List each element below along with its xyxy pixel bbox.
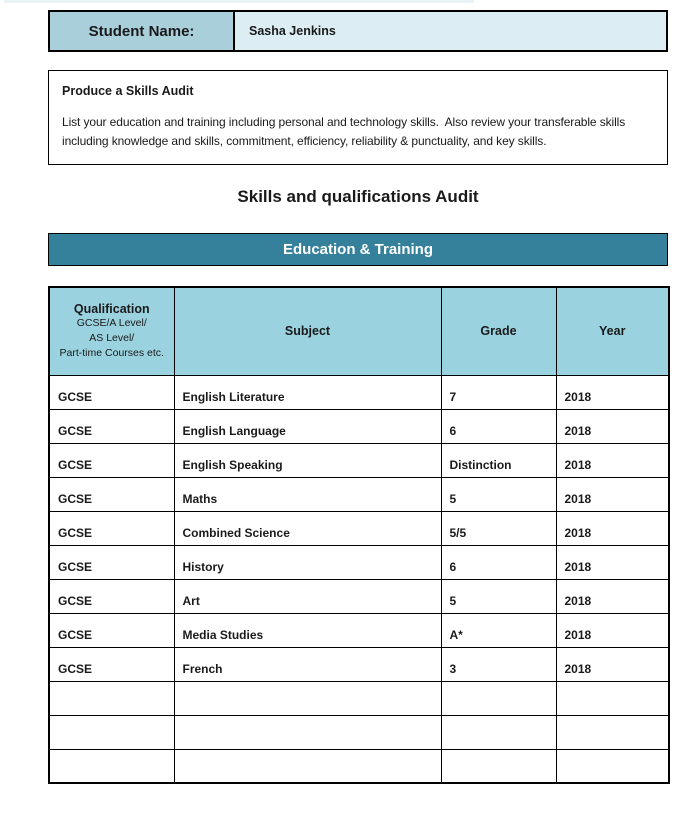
table-row — [49, 443, 669, 477]
qualification-header-title: Qualification — [73, 302, 150, 317]
year-column-header: Year — [556, 287, 669, 375]
subject-cell[interactable]: French — [174, 647, 441, 681]
grade-cell[interactable] — [441, 715, 556, 749]
grade-cell[interactable]: 5/5 — [441, 511, 556, 545]
grade-cell[interactable]: 7 — [441, 375, 556, 409]
grade-cell[interactable] — [441, 749, 556, 783]
qualification-cell[interactable]: GCSE — [49, 613, 174, 647]
qualification-cell[interactable]: GCSE — [49, 579, 174, 613]
year-cell[interactable]: 2018 — [556, 613, 669, 647]
subject-cell[interactable]: English Language — [174, 409, 441, 443]
grade-cell[interactable]: 3 — [441, 647, 556, 681]
subject-cell[interactable]: Media Studies — [174, 613, 441, 647]
year-cell[interactable] — [556, 681, 669, 715]
subject-cell[interactable]: Art — [174, 579, 441, 613]
qualification-cell[interactable]: GCSE — [49, 443, 174, 477]
student-name-box — [48, 10, 668, 52]
year-cell[interactable]: 2018 — [556, 375, 669, 409]
table-row — [49, 375, 669, 409]
year-cell[interactable]: 2018 — [556, 545, 669, 579]
table-row-empty — [49, 681, 669, 715]
instruction-box — [48, 70, 668, 165]
table-row — [49, 409, 669, 443]
year-cell[interactable]: 2018 — [556, 477, 669, 511]
year-cell[interactable] — [556, 749, 669, 783]
qualification-header-sub-3: Part-time Courses etc. — [59, 346, 164, 359]
grade-cell[interactable]: A* — [441, 613, 556, 647]
subject-cell[interactable]: Combined Science — [174, 511, 441, 545]
qualification-cell[interactable]: GCSE — [49, 511, 174, 545]
grade-cell[interactable]: 5 — [441, 579, 556, 613]
subject-cell[interactable]: English Speaking — [174, 443, 441, 477]
table-row — [49, 477, 669, 511]
section-banner-education-training: Education & Training — [48, 233, 668, 266]
table-row — [49, 545, 669, 579]
qualification-cell[interactable]: GCSE — [49, 647, 174, 681]
grade-cell[interactable]: 6 — [441, 409, 556, 443]
document-page — [48, 0, 668, 784]
qualification-cell[interactable]: GCSE — [49, 409, 174, 443]
subject-cell[interactable]: English Literature — [174, 375, 441, 409]
table-row-empty — [49, 749, 669, 783]
qualification-cell[interactable] — [49, 681, 174, 715]
table-header-row — [49, 287, 669, 375]
qualification-header-sub-1: GCSE/A Level/ — [76, 317, 147, 330]
student-name-label: Student Name: — [50, 12, 235, 50]
qualification-cell[interactable] — [49, 715, 174, 749]
student-name-value[interactable]: Sasha Jenkins — [235, 12, 666, 50]
table-row — [49, 579, 669, 613]
year-cell[interactable] — [556, 715, 669, 749]
grade-cell[interactable]: Distinction — [441, 443, 556, 477]
subject-column-header: Subject — [174, 287, 441, 375]
subject-cell[interactable] — [174, 715, 441, 749]
table-row-empty — [49, 715, 669, 749]
table-row — [49, 511, 669, 545]
year-cell[interactable]: 2018 — [556, 511, 669, 545]
grade-cell[interactable] — [441, 681, 556, 715]
year-cell[interactable]: 2018 — [556, 647, 669, 681]
qualification-cell[interactable]: GCSE — [49, 477, 174, 511]
year-cell[interactable]: 2018 — [556, 579, 669, 613]
qualification-cell[interactable]: GCSE — [49, 545, 174, 579]
qualification-cell[interactable]: GCSE — [49, 375, 174, 409]
grade-cell[interactable]: 5 — [441, 477, 556, 511]
subject-cell[interactable] — [174, 749, 441, 783]
subject-cell[interactable]: Maths — [174, 477, 441, 511]
instruction-heading: Produce a Skills Audit — [62, 84, 194, 98]
grade-cell[interactable]: 6 — [441, 545, 556, 579]
table-row — [49, 647, 669, 681]
qualification-header-sub-2: AS Level/ — [89, 332, 135, 345]
page-title: Skills and qualifications Audit — [237, 187, 479, 207]
instruction-body: List your education and training including personal and technology skills. Also review your transferable skills including knowledge and skills, commitment, efficiency, reliability & punctuality, and key skills. — [62, 115, 629, 148]
subject-cell[interactable] — [174, 681, 441, 715]
qualification-cell[interactable] — [49, 749, 174, 783]
year-cell[interactable]: 2018 — [556, 443, 669, 477]
qualification-column-header — [49, 287, 174, 375]
grade-column-header: Grade — [441, 287, 556, 375]
table-row — [49, 613, 669, 647]
year-cell[interactable]: 2018 — [556, 409, 669, 443]
qualifications-table — [48, 286, 670, 784]
subject-cell[interactable]: History — [174, 545, 441, 579]
